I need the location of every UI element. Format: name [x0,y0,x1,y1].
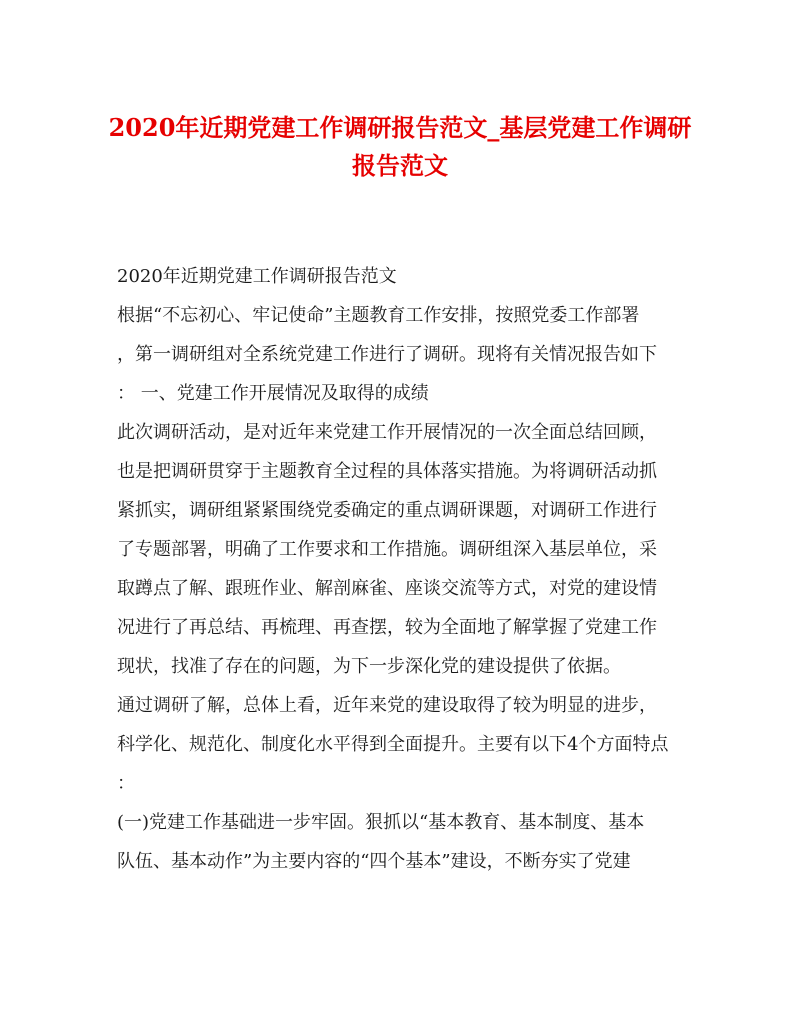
body-line: 了专题部署，明确了工作要求和工作措施。调研组深入基层单位，采 [117,539,657,560]
body-line: 队伍、基本动作”为主要内容的“四个基本”建设，不断夯实了党建 [117,851,631,872]
body-line: 此次调研活动，是对近年来党建工作开展情况的一次全面总结回顾， [117,422,657,443]
document-title-line-2: 报告范文 [352,151,448,180]
body-line: 根据“不忘初心、牢记使命”主题教育工作安排，按照党委工作部署 [117,305,640,326]
body-line: ： 一、党建工作开展情况及取得的成绩 [117,383,429,404]
body-line: 紧抓实，调研组紧紧围绕党委确定的重点调研课题，对调研工作进行 [117,500,657,521]
body-line: 通过调研了解，总体上看，近年来党的建设取得了较为明显的进步， [117,695,657,716]
body-line: 科学化、规范化、制度化水平得到全面提升。主要有以下4个方面特点 [117,734,669,755]
body-line: 取蹲点了解、跟班作业、解剖麻雀、座谈交流等方式，对党的建设情 [117,578,657,599]
body-line: 况进行了再总结、再梳理、再查摆，较为全面地了解掌握了党建工作 [117,617,657,638]
body-line: 也是把调研贯穿于主题教育全过程的具体落实措施。为将调研活动抓 [117,461,657,482]
body-line: ： [117,773,135,794]
body-line: ，第一调研组对全系统党建工作进行了调研。现将有关情况报告如下 [117,344,657,365]
document-title-line-1: 2020年近期党建工作调研报告范文_基层党建工作调研 [108,113,692,142]
body-line: 2020年近期党建工作调研报告范文 [117,266,397,287]
body-line: 现状，找准了存在的问题，为下一步深化党的建设提供了依据。 [117,656,621,677]
body-line: (一)党建工作基础进一步牢固。狠抓以“基本教育、基本制度、基本 [117,812,645,833]
